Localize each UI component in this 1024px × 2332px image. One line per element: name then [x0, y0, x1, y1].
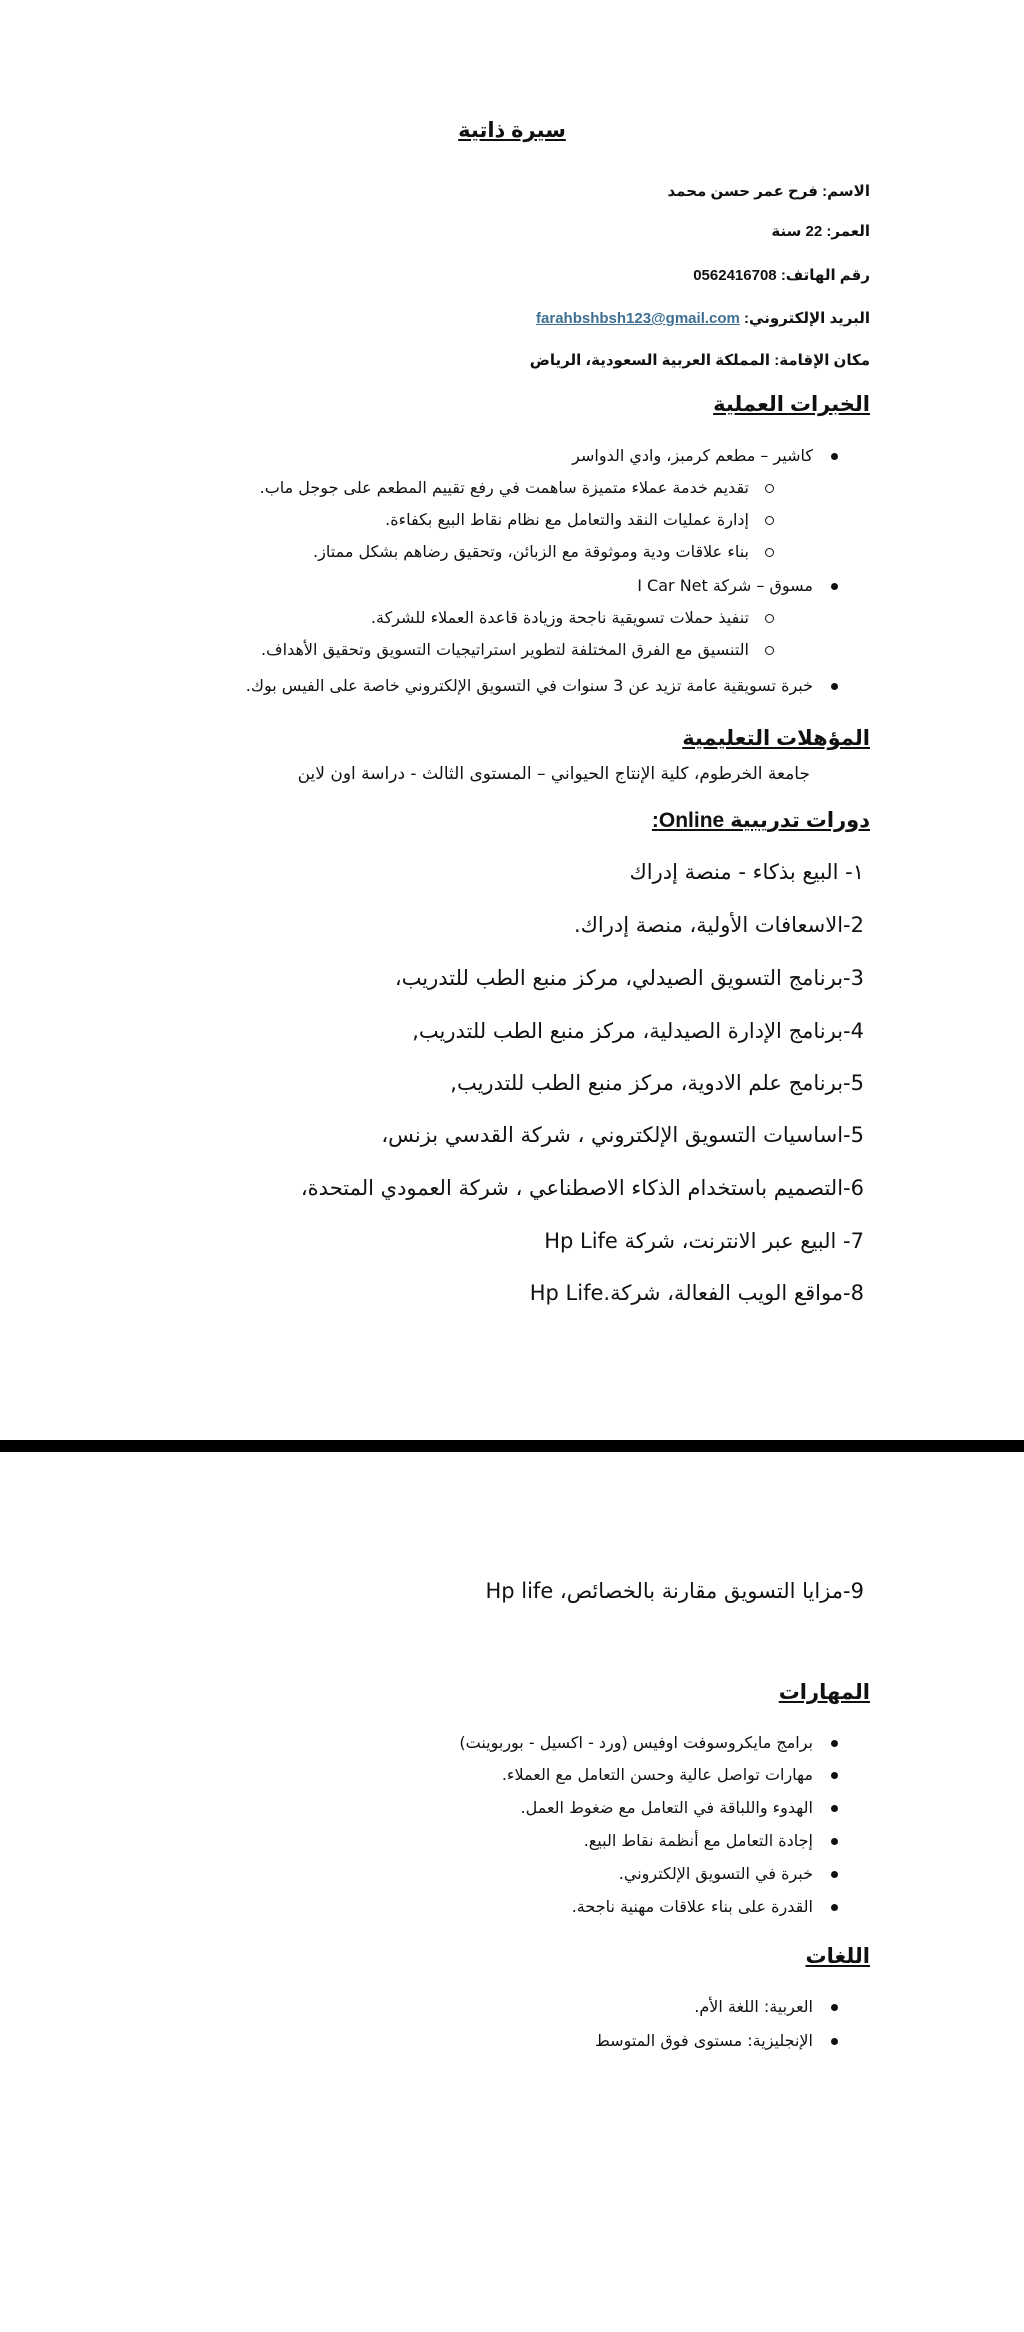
info-residence-label: مكان الإقامة:	[774, 352, 870, 369]
bullet-circle-icon	[765, 614, 774, 623]
info-age	[771, 222, 870, 240]
info-name-value: فرح عمر حسن محمد	[667, 183, 818, 200]
job-1-point	[385, 510, 774, 529]
bullet-dot-icon	[831, 1838, 838, 1845]
course-item: ١- البيع بذكاء - منصة إدراك	[629, 860, 864, 884]
job-2-point	[371, 608, 774, 627]
skill-text: خبرة في التسويق الإلكتروني.	[618, 1864, 813, 1883]
bullet-circle-icon	[765, 484, 774, 493]
info-age-label: العمر:	[826, 223, 870, 240]
job-2-point-text: التنسيق مع الفرق المختلفة لتطوير استراتيجيات التسويق وتحقيق الأهداف.	[260, 640, 749, 659]
job-1-point-text: تقديم خدمة عملاء متميزة ساهمت في رفع تقييم المطعم على جوجل ماب.	[259, 478, 749, 497]
job-1-point	[313, 542, 774, 561]
skill-text: مهارات تواصل عالية وحسن التعامل مع العملاء.	[501, 1765, 813, 1784]
language-item	[694, 1997, 838, 2016]
job-1-point	[260, 478, 774, 497]
education-text: جامعة الخرطوم، كلية الإنتاج الحيواني – المستوى الثالث - دراسة اون لاين	[297, 764, 810, 784]
experience-job-2	[637, 576, 838, 595]
email-link[interactable]: farahbshbsh123@gmail.com	[536, 310, 740, 327]
languages-heading: اللغات	[805, 1945, 870, 1968]
experience-job-1	[572, 446, 838, 465]
bullet-dot-icon	[831, 1772, 838, 1779]
skill-text: إجادة التعامل مع أنظمة نقاط البيع.	[583, 1831, 813, 1850]
bullet-dot-icon	[831, 583, 838, 590]
course-item: 2-الاسعافات الأولية، منصة إدراك.	[573, 913, 864, 937]
experience-heading: الخبرات العملية	[713, 393, 870, 416]
info-phone	[693, 266, 870, 284]
bullet-dot-icon	[831, 1740, 838, 1747]
bullet-circle-icon	[765, 516, 774, 525]
skill-item	[584, 1831, 838, 1850]
job-2-point-text: تنفيذ حملات تسويقية ناجحة وزيادة قاعدة العملاء للشركة.	[370, 608, 749, 627]
skill-item	[459, 1733, 838, 1752]
document-title: سيرة ذاتية	[458, 119, 566, 142]
course-item: 3-برنامج التسويق الصيدلي، مركز منبع الطب للتدريب،	[394, 966, 864, 990]
language-text: العربية: اللغة الأم.	[694, 1997, 813, 2016]
bullet-dot-icon	[831, 2004, 838, 2011]
course-item: 5-برنامج علم الادوية، مركز منبع الطب للتدريب,	[450, 1071, 864, 1095]
info-phone-value: 0562416708	[693, 267, 777, 284]
education-heading: المؤهلات التعليمية	[682, 727, 870, 750]
info-phone-label: رقم الهاتف:	[780, 267, 870, 284]
skill-text: القدرة على بناء علاقات مهنية ناجحة.	[571, 1897, 813, 1916]
bullet-dot-icon	[831, 1805, 838, 1812]
course-item: 8-مواقع الويب الفعالة، شركة.Hp Life	[529, 1281, 864, 1305]
job-1-point-text: إدارة عمليات النقد والتعامل مع نظام نقاط البيع بكفاءة.	[385, 510, 749, 529]
course-item: 5-اساسيات التسويق الإلكتروني ، شركة القدسي بزنس،	[381, 1123, 864, 1147]
info-email-label: البريد الإلكتروني:	[744, 310, 870, 327]
skill-item	[521, 1798, 839, 1817]
info-email	[536, 309, 870, 327]
info-name	[668, 182, 871, 200]
page-divider	[0, 1440, 1024, 1452]
bullet-dot-icon	[831, 1904, 838, 1911]
language-text: الإنجليزية: مستوى فوق المتوسط	[594, 2031, 813, 2050]
skill-item	[572, 1897, 838, 1916]
info-residence-value: المملكة العربية السعودية، الرياض	[529, 352, 771, 369]
skill-item	[619, 1864, 838, 1883]
skills-heading: المهارات	[778, 1681, 870, 1704]
bullet-circle-icon	[765, 646, 774, 655]
info-residence	[530, 351, 870, 369]
info-name-label: الاسم:	[822, 183, 870, 200]
bullet-circle-icon	[765, 548, 774, 557]
skill-text: الهدوء واللباقة في التعامل مع ضغوط العمل.	[520, 1798, 813, 1817]
bullet-dot-icon	[831, 683, 838, 690]
bullet-dot-icon	[831, 453, 838, 460]
bullet-dot-icon	[831, 1871, 838, 1878]
courses-heading: دورات تدريبية Online:	[651, 809, 870, 832]
bullet-dot-icon	[831, 2038, 838, 2045]
info-age-value: 22 سنة	[771, 223, 823, 240]
course-item: 4-برنامج الإدارة الصيدلية، مركز منبع الطب للتدريب,	[412, 1019, 864, 1043]
skill-item	[502, 1765, 838, 1784]
experience-general-text: خبرة تسويقية عامة تزيد عن 3 سنوات في التسويق الإلكتروني خاصة على الفيس بوك.	[245, 676, 813, 695]
experience-general	[246, 676, 838, 695]
language-item	[595, 2031, 838, 2050]
skill-text: برامج مايكروسوفت اوفيس (ورد - اكسيل - بوربوينت)	[459, 1733, 813, 1752]
course-item: 6-التصميم باستخدام الذكاء الاصطناعي ، شركة العمودي المتحدة،	[300, 1176, 864, 1200]
course-item: 7- البيع عبر الانترنت، شركة Hp Life	[544, 1229, 864, 1253]
job-1-title: كاشير – مطعم كرمبز، وادي الدواسر	[572, 446, 813, 465]
job-2-point	[261, 640, 774, 659]
course-item: 9-مزايا التسويق مقارنة بالخصائص، Hp life	[485, 1579, 864, 1603]
job-2-title: مسوق – شركة I Car Net	[637, 576, 813, 595]
job-1-point-text: بناء علاقات ودية وموثوقة مع الزبائن، وتحقيق رضاهم بشكل ممتاز.	[313, 542, 749, 561]
